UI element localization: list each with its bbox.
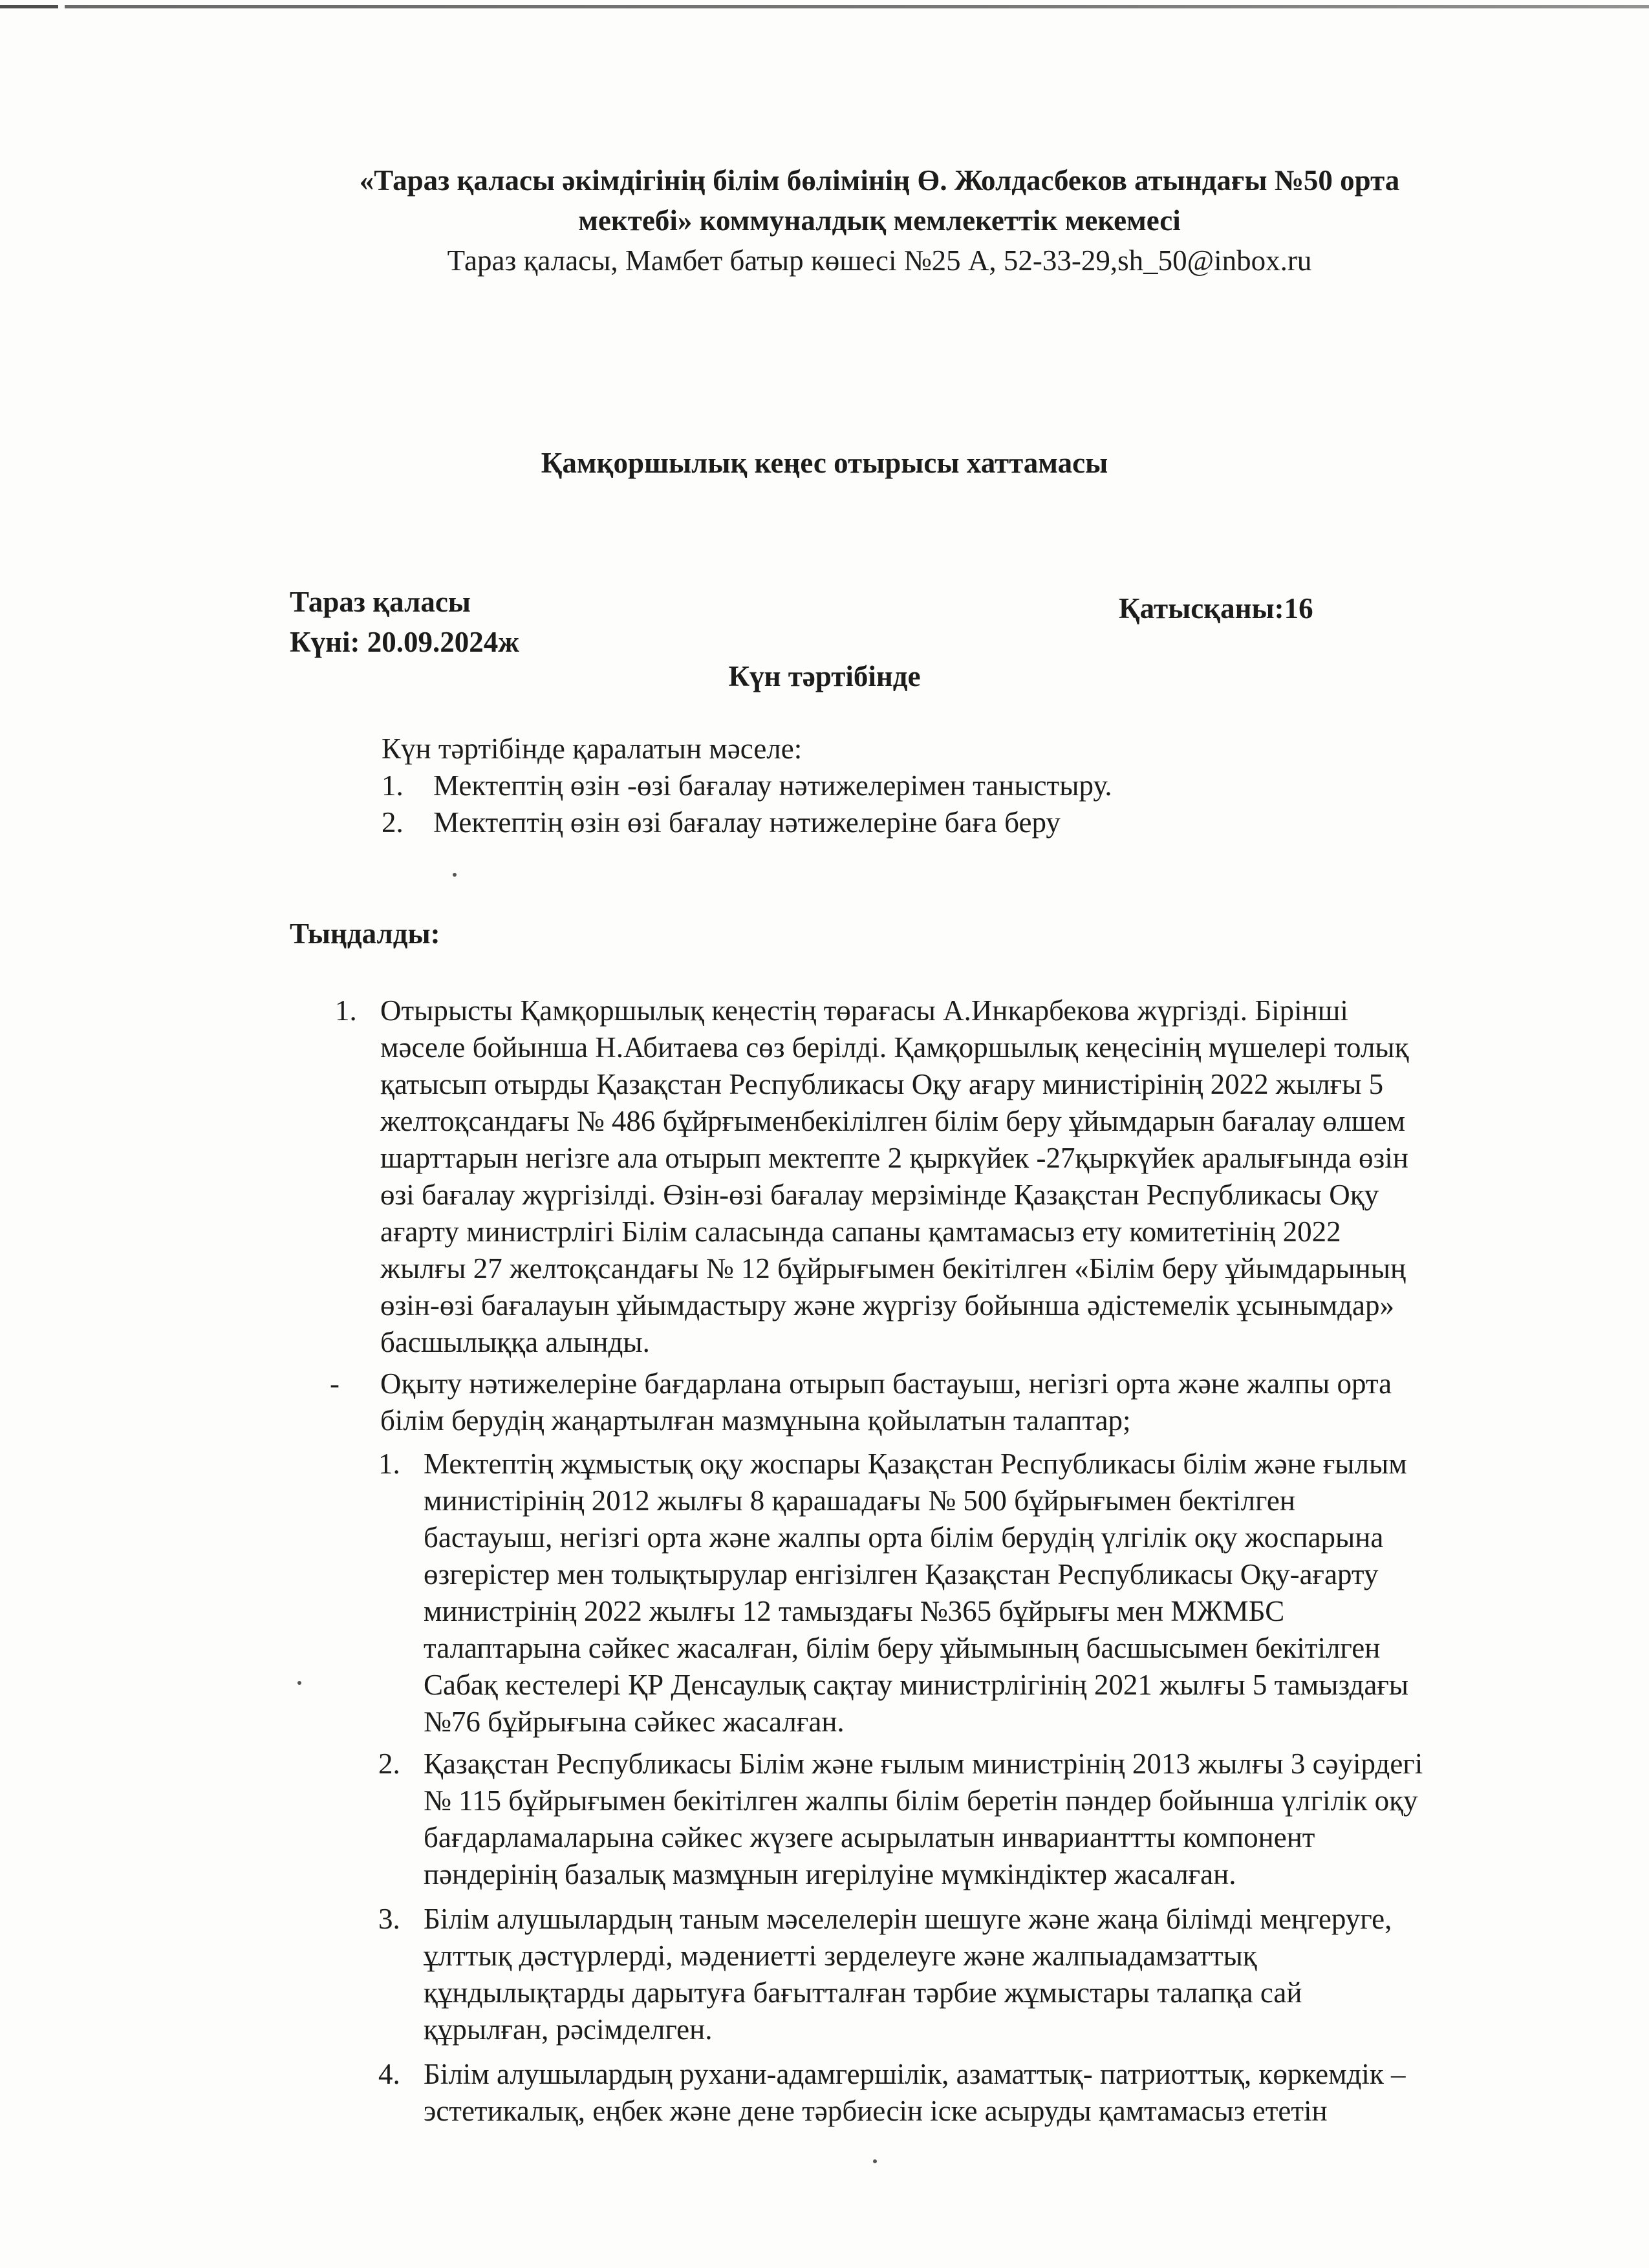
document-title: Қамқоршылық кеңес отырысы хаттамасы xyxy=(541,447,1108,479)
text-line: шарттарын негізге ала отырып мектепте 2 қыркүйек -27қыркүйек аралығында өзін xyxy=(380,1142,1408,1174)
heard-heading: Тыңдалды: xyxy=(290,917,440,950)
text-line: мәселе бойынша Н.Абитаева сөз берілді. Қамқоршылық кеңесінің мүшелері толық xyxy=(380,1031,1409,1064)
text-line: пәндерінің базалық мазмұнын игерілуіне мүмкіндіктер жасалған. xyxy=(424,1858,1236,1890)
text-line: талаптарына сәйкес жасалған, білім беру ұйымының басшысымен бекітілген xyxy=(424,1632,1381,1664)
scan-speck xyxy=(297,1681,301,1685)
text-line: жылғы 27 желтоқсандағы № 12 бұйрығымен бекітілген «Білім беру ұйымдарының xyxy=(380,1252,1406,1285)
text-line: Оқыту нәтижелеріне бағдарлана отырып бастауыш, негізгі орта және жалпы орта xyxy=(380,1367,1392,1400)
agenda-list xyxy=(382,731,1112,841)
agenda-item-text: Мектептің өзін -өзі бағалау нәтижелерімен таныстыру. xyxy=(433,769,1112,802)
agenda-item-text: Мектептің өзін өзі бағалау нәтижелеріне баға беру xyxy=(433,806,1061,839)
org-header xyxy=(259,160,1500,281)
meta-date: Күні: 20.09.2024ж xyxy=(290,626,519,658)
list-number: 2. xyxy=(378,1748,400,1780)
paragraph xyxy=(424,1901,1392,2048)
org-name-line2: мектебі» коммуналдық мемлекеттік мекемесі xyxy=(578,204,1181,237)
org-name-line1: «Тараз қаласы әкімдігінің білім бөлімінің Ө. Жолдасбеков атындағы №50 орта xyxy=(359,164,1400,197)
list-dash: - xyxy=(330,1367,339,1400)
agenda-item-number: 1. xyxy=(382,769,404,802)
text-line: өзін-өзі бағалауын ұйымдастыру және жүргізу бойынша әдістемелік ұсынымдар» xyxy=(380,1289,1395,1321)
list-number: 1. xyxy=(378,1448,400,1480)
agenda-intro: Күн тәртібінде қаралатын мәселе: xyxy=(382,733,803,765)
text-line: құрылған, рәсімделген. xyxy=(424,2013,713,2046)
agenda-heading: Күн тәртібінде xyxy=(728,660,921,692)
text-line: Қазақстан Республикасы Білім және ғылым министрінің 2013 жылғы 3 сәуірдегі xyxy=(424,1748,1423,1780)
list-number: 3. xyxy=(378,1903,400,1935)
paragraph xyxy=(424,1446,1408,1740)
paragraph xyxy=(424,2056,1406,2130)
text-line: құндылықтарды дарытуға бағытталған тәрбие жұмыстары талапқа сай xyxy=(424,1976,1302,2009)
list-number: 1. xyxy=(335,994,357,1027)
text-line: министірінің 2012 жылғы 8 қарашадағы № 500 бұйрығымен бектілген xyxy=(424,1484,1295,1517)
meta-city: Тараз қаласы xyxy=(290,586,471,618)
text-line: Сабақ кестелері ҚР Денсаулық сақтау министрлігінің 2021 жылғы 5 тамыздағы xyxy=(424,1669,1409,1701)
text-line: №76 бұйрығына сәйкес жасалған. xyxy=(424,1706,845,1738)
text-line: Білім алушылардың таным мәселелерін шешуге және жаңа білімді меңгеруге, xyxy=(424,1903,1392,1935)
text-line: бастауыш, негізгі орта және жалпы орта білім берудің үлгілік оқу жоспарына xyxy=(424,1521,1384,1554)
paragraph xyxy=(380,992,1409,1361)
scan-speck xyxy=(453,873,457,877)
text-line: желтоқсандағы № 486 бұйрғыменбекілілген білім беру ұйымдарын бағалау өлшем xyxy=(380,1105,1405,1137)
text-line: ұлттық дәстүрлерді, мәдениетті зерделеуге және жалпыадамзаттық xyxy=(424,1940,1257,1972)
meta-attended: Қатысқаны:16 xyxy=(1119,592,1313,625)
agenda-item xyxy=(382,804,1112,841)
text-line: бағдарламаларына сәйкес жүзеге асырылатын инварианттты компонент xyxy=(424,1821,1315,1854)
scan-speck xyxy=(873,2159,877,2163)
text-line: Мектептің жұмыстық оқу жоспары Қазақстан Республикасы білім және ғылым xyxy=(424,1448,1407,1480)
text-line: білім берудің жаңартылған мазмұнына қойылатын талаптар; xyxy=(380,1404,1131,1437)
paragraph xyxy=(380,1365,1392,1439)
agenda-item xyxy=(382,767,1112,804)
text-line: өзгерістер мен толықтырулар енгізілген Қазақстан Республикасы Оқу-ағарту xyxy=(424,1558,1379,1590)
text-line: Білім алушылардың рухани-адамгершілік, азаматтық- патриоттық, көркемдік – xyxy=(424,2058,1406,2090)
text-line: Отырысты Қамқоршылық кеңестің төрағасы А.Инкарбекова жүргізді. Бірінші xyxy=(380,994,1348,1027)
meta-left xyxy=(290,582,519,662)
text-line: өзі бағалау жүргізілді. Өзін-өзі бағалау мерзімінде Қазақстан Республикасы Оқу xyxy=(380,1179,1379,1211)
paragraph xyxy=(424,1746,1423,1893)
text-line: қатысып отырды Қазақстан Республикасы Оқу ағару министірінің 2022 жылғы 5 xyxy=(380,1068,1384,1100)
org-address: Тараз қаласы, Мамбет батыр көшесі №25 А, 52-33-29,sh_50@inbox.ru xyxy=(447,244,1312,277)
text-line: эстетикалық, еңбек және дене тәрбиесін іске асыруды қамтамасыз ететін xyxy=(424,2095,1328,2127)
text-line: № 115 бұйрығымен бекітілген жалпы білім беретін пәндер бойынша үлгілік оқу xyxy=(424,1784,1418,1817)
text-line: басшылыққа алынды. xyxy=(380,1326,650,1358)
agenda-item-number: 2. xyxy=(382,806,404,839)
text-line: министрінің 2022 жылғы 12 тамыздағы №365 бұйрығы мен МЖМБС xyxy=(424,1595,1285,1627)
text-line: ағарту министрлігі Білім саласында сапаны қамтамасыз ету комитетінің 2022 xyxy=(380,1215,1341,1248)
list-number: 4. xyxy=(378,2058,400,2090)
